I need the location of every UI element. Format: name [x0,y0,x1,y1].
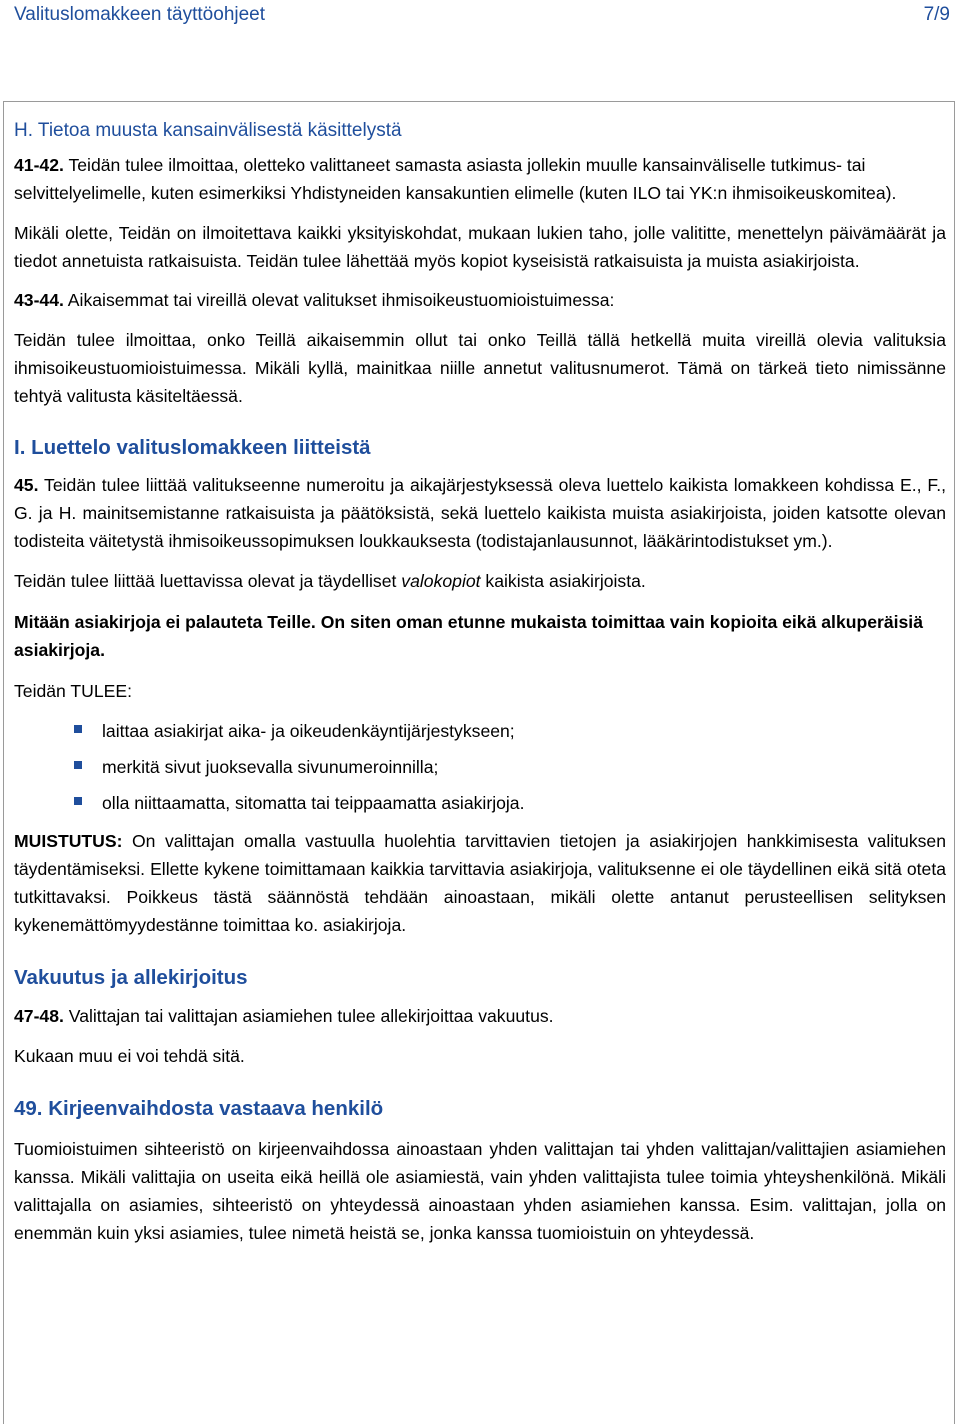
page-header [14,0,950,30]
list-item-text: merkitä sivut juoksevalla sivunumeroinnilla; [102,757,439,777]
section-h-heading: H. Tietoa muusta kansainvälisestä käsittelystä [14,120,402,141]
list-item [14,753,946,789]
paragraph-text: Valittajan tai valittajan asiamiehen tulee allekirjoittaa vakuutus. [63,1006,554,1026]
requirements-list [14,717,946,825]
paragraph-text: On valittajan omalla vastuulla huolehtia tarvittavien tietojen ja asiakirjojen hankkimisesta valituksen täydentämiseksi. Ellette kykene toimittamaan kaikkia tarvittavia asiakirjoja, valituksenne ei ole täydellinen eikä sitä oteta tutkittavaksi. Poikkeus tästä säännöstä tehdään ainoastaan, mikäli olette antanut perusteellisen selityksen kykenemättömyydestänne toimittaa ko. asiakirjoja. [14,831,946,935]
paragraph-47-48 [14,1002,946,1030]
section-title: Kirjeenvaihdosta vastaava henkilö [42,1097,384,1120]
paragraph-45 [14,471,946,555]
document-body [14,117,946,1247]
list-item [14,789,946,825]
item-number: 47-48. [14,1006,64,1026]
paragraph-43-44 [14,286,946,314]
reminder-label: MUISTUTUS: [14,831,123,851]
item-number: 45. [14,475,39,495]
paragraph-must: Teidän TULEE: [14,681,133,701]
paragraph-text: kaikista asiakirjoista. [480,571,646,591]
paragraph-copies [14,567,946,595]
paragraph-text: Teidän tulee liittää luettavissa olevat ja täydelliset [14,571,402,591]
item-number: 41-42. [14,155,64,175]
paragraph-no-return-warning: Mitään asiakirjoja ei palauteta Teille. On siten oman etunne mukaista toimittaa vain kopioita eikä alkuperäisiä asiakirjoja. [14,612,923,660]
paragraph-text: Teidän tulee ilmoittaa, oletteko valittaneet samasta asiasta jollekin muulle kansainväliselle tutkimus- tai selvittelyelimelle, kuten esimerkiksi Yhdistyneiden kansakuntien elimelle (kuten ILO tai YK:n ihmisoikeuskomitea). [14,155,897,203]
paragraph-text: Teidän tulee liittää valitukseenne numeroitu ja aikajärjestyksessä oleva luettelo kaikista lomakkeen kohdissa E., F., G. ja H. mainitsemistanne ratkaisuista ja päätöksistä, sekä luettelo kaikista muista asiakirjoista, joiden katsotte olevan todisteita väitetystä ihmisoikeussopimuksen loukkauksesta (todistajanlausunnot, lääkärintodistukset ym.). [14,475,946,551]
bullet-square-icon [74,725,82,733]
paragraph-41-42 [14,151,946,207]
section-49-heading [14,1094,946,1124]
item-number: 43-44. [14,290,64,310]
list-item-text: olla niittaamatta, sitomatta tai teippaamatta asiakirjoja. [102,793,525,813]
bullet-square-icon [74,761,82,769]
bullet-square-icon [74,797,82,805]
section-number: 49. [14,1097,43,1120]
paragraph-no-one-else: Kukaan muu ei voi tehdä sitä. [14,1046,245,1066]
paragraph-correspondent: Tuomioistuimen sihteeristö on kirjeenvaihdossa ainoastaan yhden valittajan tai yhden valittajan/valittajien asiamiehen kanssa. Mikäli valittajia on useita eikä heillä ole asiamiestä, vain yhden valittajista tulee toimia yhteyshenkilönä. Mikäli valittajalla on asiamies, sihteeristö on yhteydessä ainoastaan yhden asiamiehen kanssa. Esim. valittajan, jolla on enemmän kuin yksi asiamies, tulee nimetä heistä se, jonka kanssa tuomioistuin on yhteydessä. [14,1139,946,1243]
paragraph-details: Mikäli olette, Teidän on ilmoitettava kaikki yksityiskohdat, mukaan lukien taho, jolle valititte, menettelyn päivämäärät ja tiedot annetuista ratkaisuista. Teidän tulee lähettää myös kopiot kyseisistä ratkaisuista ja muista asiakirjoista. [14,223,946,271]
paragraph-previous-applications: Teidän tulee ilmoittaa, onko Teillä aikaisemmin ollut tai onko Teillä tällä hetkellä muita vireillä olevia valituksia ihmisoikeustuomioistuimessa. Mikäli kyllä, mainitkaa niille annetut valitusnumerot. Tämä on tärkeä tieto nimissänne tehtyä valitusta käsiteltäessä. [14,330,946,406]
list-item [14,717,946,753]
emphasis-copies: valokopiot [401,571,481,591]
page-number: 7/9 [923,4,950,25]
section-i-heading: I. Luettelo valituslomakkeen liitteistä [14,436,371,459]
list-item-text: laittaa asiakirjat aika- ja oikeudenkäyntijärjestykseen; [102,721,515,741]
paragraph-text: Aikaisemmat tai vireillä olevat valitukset ihmisoikeustuomioistuimessa: [63,290,615,310]
signature-section-heading: Vakuutus ja allekirjoitus [14,966,248,989]
document-title: Valituslomakkeen täyttöohjeet [14,4,266,25]
paragraph-reminder [14,827,946,939]
